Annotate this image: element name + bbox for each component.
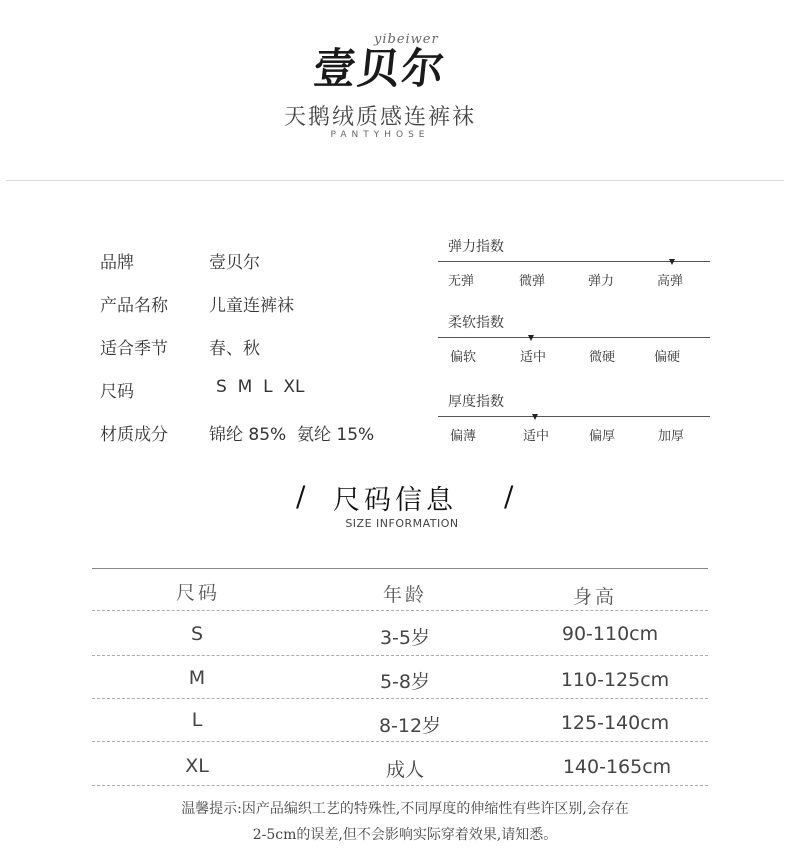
elasticity-indicator-icon [669, 259, 675, 265]
logo-text: 壹贝尔 [311, 44, 449, 93]
softness-indicator-icon [528, 335, 534, 341]
spec-value: 锦纶 85% 氨纶 15% [209, 425, 375, 445]
spec-label: 尺码 [100, 382, 134, 402]
index-option: 弹力 [588, 274, 615, 289]
spec-value: 儿童连裤袜 [209, 296, 294, 316]
table-cell: 140-165cm [562, 756, 672, 778]
index-option: 偏软 [450, 350, 477, 365]
index-option: 偏硬 [654, 350, 681, 365]
index-option: 微硬 [589, 350, 616, 365]
table-divider [92, 655, 708, 656]
thickness-indicator-icon [532, 414, 538, 420]
spec-label: 产品名称 [100, 296, 168, 316]
thickness-index-title: 厚度指数 [448, 394, 504, 410]
product-subtitle: 天鹅绒质感连裤袜 [283, 105, 476, 130]
softness-index-title: 柔软指数 [448, 315, 504, 331]
spec-label: 品牌 [100, 253, 134, 273]
slash-right: / [504, 480, 514, 513]
brand-logo [308, 18, 488, 98]
table-cell: M [188, 667, 206, 689]
table-cell: 125-140cm [560, 712, 670, 734]
index-option: 偏薄 [450, 429, 477, 444]
spec-value: 春、秋 [209, 339, 260, 359]
product-subtitle-en: PANTYHOSE [330, 130, 430, 140]
spec-label: 材质成分 [100, 425, 168, 445]
index-option: 微弹 [519, 274, 546, 289]
index-option: 高弹 [657, 274, 684, 289]
spec-value: S M L XL [216, 377, 305, 397]
tip-note-line: 2-5cm的误差,但不会影响实际穿着效果,请知悉。 [252, 827, 558, 843]
table-cell: 成人 [385, 759, 424, 781]
index-option: 加厚 [658, 429, 685, 444]
spec-value: 壹贝尔 [209, 253, 260, 273]
table-header-age: 年龄 [382, 584, 427, 606]
spec-label: 适合季节 [100, 339, 168, 359]
table-header-size: 尺码 [175, 582, 220, 604]
table-cell: L [191, 709, 203, 731]
tip-note-line: 温馨提示:因产品编织工艺的特殊性,不同厚度的伸缩性有些许区别,会存在 [181, 801, 629, 817]
table-divider [92, 785, 708, 786]
table-cell: 3-5岁 [379, 627, 431, 649]
size-info-subtitle: SIZE INFORMATION [345, 517, 459, 530]
header-divider [6, 180, 784, 181]
table-cell: S [190, 623, 204, 645]
size-info-title: 尺码信息 [333, 485, 457, 516]
index-option: 适中 [523, 429, 550, 444]
index-option: 无弹 [448, 274, 475, 289]
elasticity-index-title: 弹力指数 [448, 239, 504, 255]
table-divider [92, 698, 708, 699]
tip-note [100, 796, 710, 848]
softness-index-line [438, 337, 710, 338]
table-cell: 90-110cm [561, 623, 659, 645]
table-divider [92, 741, 708, 742]
index-option: 偏厚 [589, 429, 616, 444]
table-cell: 110-125cm [560, 669, 670, 691]
table-divider [92, 610, 708, 611]
slash-left: / [296, 480, 306, 513]
table-header-height: 身高 [572, 586, 617, 608]
table-top-border [92, 568, 708, 569]
table-cell: 8-12岁 [378, 715, 442, 737]
table-cell: XL [185, 755, 209, 777]
logo-script: yibeiwer [374, 32, 439, 47]
thickness-index-line [438, 416, 710, 417]
table-cell: 5-8岁 [379, 671, 431, 693]
index-option: 适中 [520, 350, 547, 365]
